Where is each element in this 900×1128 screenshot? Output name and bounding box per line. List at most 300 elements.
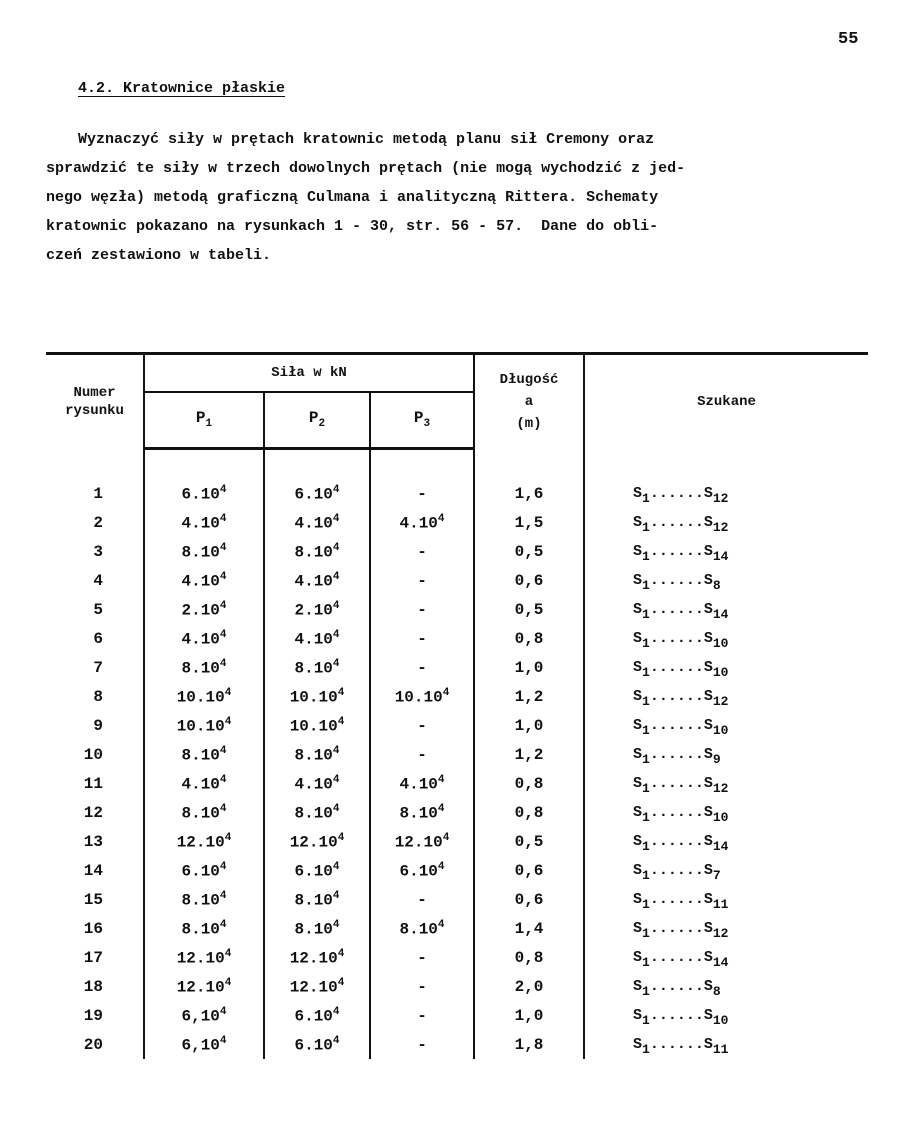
length-value: 1,4 <box>514 919 544 938</box>
s-dots: ...... <box>649 804 704 821</box>
cell-sought <box>584 1030 868 1059</box>
cell-p3 <box>370 740 474 769</box>
force-mantissa: 6,10 <box>181 1036 220 1055</box>
cell-p3 <box>370 682 474 711</box>
cell-sought <box>584 827 868 856</box>
force-exponent: 4 <box>219 483 227 496</box>
s-dots: ...... <box>649 746 704 763</box>
row-number: 1 <box>93 484 103 503</box>
cell-number <box>46 711 144 740</box>
table-row <box>46 537 868 566</box>
cell-length <box>474 827 584 856</box>
s-symbol: S <box>703 572 713 589</box>
cell-number <box>46 653 144 682</box>
force-exponent: 4 <box>219 1034 227 1047</box>
row-number: 3 <box>93 542 103 561</box>
empty-value: - <box>417 1035 427 1054</box>
s-dots: ...... <box>649 514 704 531</box>
s-symbol: S <box>703 949 713 966</box>
s-start-index: 1 <box>642 1013 650 1028</box>
cell-number <box>46 798 144 827</box>
force-exponent: 4 <box>219 628 227 641</box>
cell-sought <box>584 595 868 624</box>
empty-value: - <box>417 1006 427 1025</box>
length-value: 1,8 <box>514 1035 544 1054</box>
s-dots: ...... <box>649 1007 704 1024</box>
cell-number <box>46 595 144 624</box>
row-number: 20 <box>83 1035 103 1054</box>
s-symbol: S <box>703 833 713 850</box>
force-exponent: 4 <box>332 657 340 670</box>
force-exponent: 4 <box>437 860 445 873</box>
cell-p3 <box>370 479 474 508</box>
s-symbol: S <box>703 601 713 618</box>
force-exponent: 4 <box>224 715 232 728</box>
cell-p3 <box>370 711 474 740</box>
page-number: 55 <box>838 30 859 49</box>
cell-sought <box>584 566 868 595</box>
row-number: 4 <box>93 571 103 590</box>
table-row <box>46 653 868 682</box>
cell-number <box>46 537 144 566</box>
force-mantissa: 12.10 <box>289 978 338 997</box>
force-mantissa: 6.10 <box>181 862 220 881</box>
force-mantissa: 2.10 <box>181 601 220 620</box>
force-exponent: 4 <box>224 976 232 989</box>
table-row <box>46 566 868 595</box>
cell-p1 <box>144 595 264 624</box>
cell-p2 <box>264 740 370 769</box>
s-symbol: S <box>633 746 643 763</box>
table-row <box>46 711 868 740</box>
s-symbol: S <box>703 1036 713 1053</box>
cell-p1 <box>144 885 264 914</box>
cell-p3 <box>370 856 474 885</box>
force-exponent: 4 <box>219 1005 227 1018</box>
length-value: 0,8 <box>514 774 544 793</box>
force-exponent: 4 <box>332 541 340 554</box>
s-end-index: 14 <box>712 839 729 854</box>
s-symbol: S <box>633 949 643 966</box>
force-mantissa: 6,10 <box>181 1007 220 1026</box>
force-exponent: 4 <box>219 889 227 902</box>
intro-line: nego węzła) metodą graficzną Culmana i analityczną Rittera. Schematy <box>46 189 659 206</box>
row-number: 11 <box>83 774 103 793</box>
cell-sought <box>584 653 868 682</box>
cell-length <box>474 479 584 508</box>
cell-length <box>474 740 584 769</box>
s-end-index: 12 <box>712 926 729 941</box>
force-exponent: 4 <box>332 570 340 583</box>
s-start-index: 1 <box>642 636 650 651</box>
empty-value: - <box>417 716 427 735</box>
s-end-index: 8 <box>712 578 721 593</box>
force-mantissa: 4.10 <box>181 572 220 591</box>
cell-sought <box>584 856 868 885</box>
header-p1-symbol: P <box>195 409 206 428</box>
cell-sought <box>584 943 868 972</box>
table-row <box>46 479 868 508</box>
length-value: 2,0 <box>514 977 544 996</box>
force-mantissa: 10.10 <box>289 688 338 707</box>
force-exponent: 4 <box>219 860 227 873</box>
s-dots: ...... <box>649 717 704 734</box>
force-mantissa: 8.10 <box>181 804 220 823</box>
header-p3-symbol: P <box>413 409 424 428</box>
cell-number <box>46 914 144 943</box>
cell-length <box>474 1030 584 1059</box>
force-exponent: 4 <box>219 599 227 612</box>
force-mantissa: 4.10 <box>181 775 220 794</box>
s-end-index: 12 <box>712 694 729 709</box>
cell-p2 <box>264 885 370 914</box>
s-symbol: S <box>633 862 643 879</box>
cell-sought <box>584 885 868 914</box>
s-dots: ...... <box>649 891 704 908</box>
s-dots: ...... <box>649 833 704 850</box>
cell-number <box>46 769 144 798</box>
s-symbol: S <box>703 920 713 937</box>
cell-p2 <box>264 711 370 740</box>
cell-number <box>46 682 144 711</box>
force-mantissa: 4.10 <box>181 514 220 533</box>
force-mantissa: 8.10 <box>294 746 333 765</box>
s-symbol: S <box>633 978 643 995</box>
cell-p1 <box>144 1001 264 1030</box>
s-symbol: S <box>633 572 643 589</box>
length-value: 0,8 <box>514 803 544 822</box>
cell-p2 <box>264 943 370 972</box>
cell-p1 <box>144 972 264 1001</box>
table-row <box>46 624 868 653</box>
table-row <box>46 798 868 827</box>
cell-number <box>46 885 144 914</box>
cell-number <box>46 566 144 595</box>
header-p3 <box>370 392 474 449</box>
cell-sought <box>584 508 868 537</box>
force-exponent: 4 <box>219 512 227 525</box>
length-value: 0,8 <box>514 948 544 967</box>
cell-p3 <box>370 769 474 798</box>
cell-p2 <box>264 508 370 537</box>
empty-value: - <box>417 629 427 648</box>
cell-number <box>46 479 144 508</box>
force-mantissa: 4.10 <box>181 630 220 649</box>
row-number: 16 <box>83 919 103 938</box>
force-exponent: 4 <box>219 570 227 583</box>
cell-p1 <box>144 1030 264 1059</box>
cell-length <box>474 595 584 624</box>
cell-length <box>474 914 584 943</box>
s-symbol: S <box>703 804 713 821</box>
s-end-index: 14 <box>712 549 729 564</box>
cell-number <box>46 508 144 537</box>
force-exponent: 4 <box>437 802 445 815</box>
cell-length <box>474 682 584 711</box>
cell-p1 <box>144 827 264 856</box>
cell-number <box>46 624 144 653</box>
cell-p3 <box>370 798 474 827</box>
force-exponent: 4 <box>219 773 227 786</box>
row-number: 19 <box>83 1006 103 1025</box>
cell-p1 <box>144 653 264 682</box>
s-dots: ...... <box>649 572 704 589</box>
s-dots: ...... <box>649 485 704 502</box>
force-exponent: 4 <box>332 483 340 496</box>
s-start-index: 1 <box>642 549 650 564</box>
s-start-index: 1 <box>642 868 650 883</box>
s-symbol: S <box>703 978 713 995</box>
cell-p3 <box>370 972 474 1001</box>
s-dots: ...... <box>649 601 704 618</box>
s-symbol: S <box>633 920 643 937</box>
s-end-index: 14 <box>712 955 729 970</box>
length-value: 0,6 <box>514 890 544 909</box>
header-p3-sub: 3 <box>423 418 431 431</box>
force-exponent: 4 <box>332 599 340 612</box>
length-value: 0,5 <box>514 542 544 561</box>
s-start-index: 1 <box>642 491 650 506</box>
s-end-index: 11 <box>712 897 729 912</box>
cell-p2 <box>264 972 370 1001</box>
force-mantissa: 8.10 <box>294 659 333 678</box>
cell-p1 <box>144 943 264 972</box>
cell-p2 <box>264 479 370 508</box>
s-symbol: S <box>633 543 643 560</box>
cell-sought <box>584 914 868 943</box>
force-exponent: 4 <box>332 744 340 757</box>
cell-sought <box>584 972 868 1001</box>
force-exponent: 4 <box>219 657 227 670</box>
s-symbol: S <box>703 775 713 792</box>
cell-number <box>46 943 144 972</box>
force-mantissa: 4.10 <box>294 514 333 533</box>
length-value: 1,0 <box>514 716 544 735</box>
cell-p1 <box>144 624 264 653</box>
force-mantissa: 6.10 <box>294 485 333 504</box>
force-exponent: 4 <box>337 715 345 728</box>
cell-p1 <box>144 682 264 711</box>
force-exponent: 4 <box>332 860 340 873</box>
empty-value: - <box>417 484 427 503</box>
force-exponent: 4 <box>332 1034 340 1047</box>
header-sought: Szukane <box>584 354 868 449</box>
s-symbol: S <box>633 804 643 821</box>
cell-sought <box>584 1001 868 1030</box>
cell-p2 <box>264 653 370 682</box>
s-start-index: 1 <box>642 810 650 825</box>
row-number: 14 <box>83 861 103 880</box>
s-start-index: 1 <box>642 781 650 796</box>
s-end-index: 10 <box>712 810 729 825</box>
header-p1-sub: 1 <box>205 418 213 431</box>
cell-sought <box>584 624 868 653</box>
header-length-line2: a <box>524 393 534 410</box>
s-end-index: 10 <box>712 636 729 651</box>
header-p2-sub: 2 <box>318 418 326 431</box>
s-end-index: 12 <box>712 520 729 535</box>
length-value: 0,6 <box>514 861 544 880</box>
s-end-index: 12 <box>712 781 729 796</box>
cell-sought <box>584 537 868 566</box>
cell-length <box>474 885 584 914</box>
force-mantissa: 10.10 <box>176 688 225 707</box>
force-mantissa: 12.10 <box>176 949 225 968</box>
cell-p1 <box>144 711 264 740</box>
force-mantissa: 6.10 <box>294 862 333 881</box>
s-start-index: 1 <box>642 955 650 970</box>
cell-length <box>474 1001 584 1030</box>
empty-value: - <box>417 571 427 590</box>
cell-p2 <box>264 537 370 566</box>
cell-length <box>474 798 584 827</box>
s-start-index: 1 <box>642 723 650 738</box>
force-exponent: 4 <box>332 802 340 815</box>
cell-p3 <box>370 508 474 537</box>
s-dots: ...... <box>649 688 704 705</box>
row-number: 15 <box>83 890 103 909</box>
force-mantissa: 8.10 <box>294 891 333 910</box>
cell-sought <box>584 711 868 740</box>
empty-value: - <box>417 658 427 677</box>
force-exponent: 4 <box>332 773 340 786</box>
empty-value: - <box>417 948 427 967</box>
empty-value: - <box>417 542 427 561</box>
force-exponent: 4 <box>437 918 445 931</box>
header-length <box>474 354 584 449</box>
s-start-index: 1 <box>642 694 650 709</box>
row-number: 9 <box>93 716 103 735</box>
force-mantissa: 12.10 <box>289 833 338 852</box>
cell-sought <box>584 798 868 827</box>
s-symbol: S <box>633 601 643 618</box>
force-mantissa: 12.10 <box>176 978 225 997</box>
length-value: 0,6 <box>514 571 544 590</box>
cell-length <box>474 566 584 595</box>
s-start-index: 1 <box>642 1042 650 1057</box>
s-end-index: 14 <box>712 607 729 622</box>
header-p2 <box>264 392 370 449</box>
force-mantissa: 8.10 <box>399 920 438 939</box>
row-number: 17 <box>83 948 103 967</box>
force-mantissa: 12.10 <box>394 833 443 852</box>
s-end-index: 7 <box>712 868 721 883</box>
s-start-index: 1 <box>642 578 650 593</box>
force-exponent: 4 <box>219 744 227 757</box>
s-start-index: 1 <box>642 926 650 941</box>
force-mantissa: 8.10 <box>181 659 220 678</box>
force-exponent: 4 <box>437 512 445 525</box>
intro-line: Wyznaczyć siły w prętach kratownic metodą planu sił Cremony oraz <box>78 131 655 148</box>
table-row <box>46 508 868 537</box>
s-symbol: S <box>703 746 713 763</box>
s-symbol: S <box>703 717 713 734</box>
force-exponent: 4 <box>224 686 232 699</box>
force-mantissa: 12.10 <box>176 833 225 852</box>
length-value: 1,6 <box>514 484 544 503</box>
s-symbol: S <box>703 659 713 676</box>
force-exponent: 4 <box>224 831 232 844</box>
cell-p2 <box>264 1001 370 1030</box>
s-end-index: 10 <box>712 665 729 680</box>
table-row <box>46 1001 868 1030</box>
length-value: 1,0 <box>514 1006 544 1025</box>
force-mantissa: 8.10 <box>294 804 333 823</box>
cell-length <box>474 624 584 653</box>
force-mantissa: 10.10 <box>289 717 338 736</box>
s-dots: ...... <box>649 920 704 937</box>
table-row <box>46 972 868 1001</box>
s-end-index: 8 <box>712 984 721 999</box>
force-exponent: 4 <box>219 802 227 815</box>
row-number: 10 <box>83 745 103 764</box>
s-symbol: S <box>703 862 713 879</box>
cell-p2 <box>264 624 370 653</box>
cell-number <box>46 972 144 1001</box>
cell-p2 <box>264 595 370 624</box>
s-symbol: S <box>633 717 643 734</box>
cell-number <box>46 740 144 769</box>
header-p1 <box>144 392 264 449</box>
cell-p3 <box>370 885 474 914</box>
force-exponent: 4 <box>337 831 345 844</box>
s-dots: ...... <box>649 1036 704 1053</box>
cell-p1 <box>144 566 264 595</box>
s-start-index: 1 <box>642 520 650 535</box>
s-dots: ...... <box>649 978 704 995</box>
force-mantissa: 4.10 <box>294 630 333 649</box>
force-mantissa: 4.10 <box>399 514 438 533</box>
header-p2-symbol: P <box>308 409 319 428</box>
row-number: 2 <box>93 513 103 532</box>
cell-sought <box>584 769 868 798</box>
row-number: 13 <box>83 832 103 851</box>
force-mantissa: 8.10 <box>181 920 220 939</box>
row-number: 8 <box>93 687 103 706</box>
cell-number <box>46 827 144 856</box>
s-end-index: 9 <box>712 752 721 767</box>
force-mantissa: 8.10 <box>294 920 333 939</box>
s-dots: ...... <box>649 862 704 879</box>
cell-p3 <box>370 566 474 595</box>
cell-p1 <box>144 740 264 769</box>
cell-sought <box>584 682 868 711</box>
data-table <box>46 352 868 1059</box>
empty-value: - <box>417 745 427 764</box>
cell-p3 <box>370 595 474 624</box>
force-exponent: 4 <box>224 947 232 960</box>
cell-length <box>474 653 584 682</box>
cell-p3 <box>370 914 474 943</box>
force-mantissa: 10.10 <box>394 688 443 707</box>
empty-value: - <box>417 890 427 909</box>
row-number: 5 <box>93 600 103 619</box>
cell-p1 <box>144 769 264 798</box>
cell-p2 <box>264 769 370 798</box>
header-force: Siła w kN <box>144 354 474 393</box>
s-symbol: S <box>633 630 643 647</box>
force-mantissa: 8.10 <box>294 543 333 562</box>
cell-number <box>46 1001 144 1030</box>
force-exponent: 4 <box>442 686 450 699</box>
s-symbol: S <box>703 543 713 560</box>
cell-number <box>46 1030 144 1059</box>
s-start-index: 1 <box>642 897 650 912</box>
length-value: 1,5 <box>514 513 544 532</box>
s-symbol: S <box>703 514 713 531</box>
s-symbol: S <box>633 688 643 705</box>
intro-line: sprawdzić te siły w trzech dowolnych prętach (nie mogą wychodzić z jed- <box>46 160 686 177</box>
